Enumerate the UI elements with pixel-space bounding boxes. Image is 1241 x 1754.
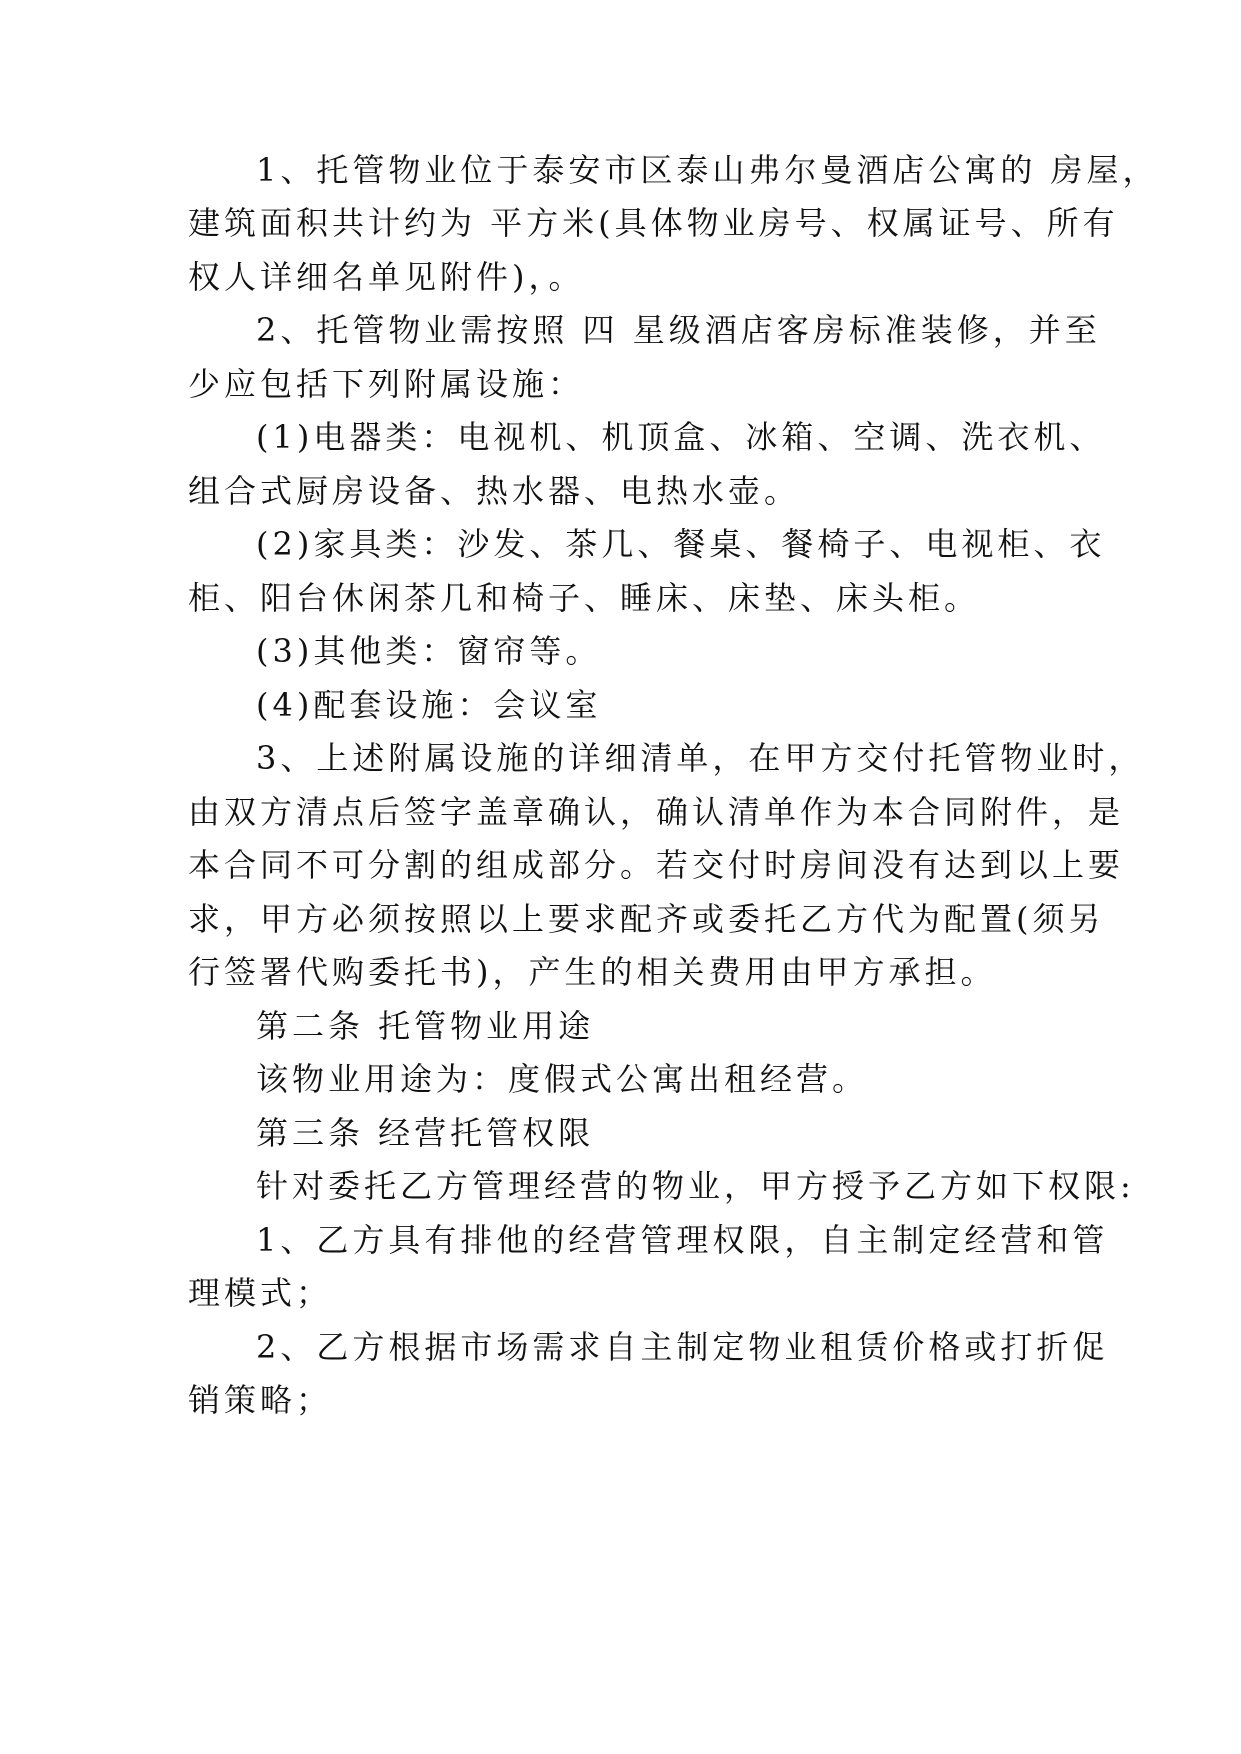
paragraph-line: 1、托管物业位于泰安市区泰山弗尔曼酒店公寓的 房屋， <box>256 151 1159 189</box>
section-heading: 第三条 经营托管权限 <box>256 1114 595 1152</box>
paragraph-line: 3、上述附属设施的详细清单，在甲方交付托管物业时， <box>256 739 1145 777</box>
paragraph-line: 建筑面积共计约为 平方米(具体物业房号、权属证号、所有 <box>188 204 1119 242</box>
paragraph-line: 由双方清点后签字盖章确认，确认清单作为本合同附件，是 <box>188 793 1125 831</box>
paragraph-line: 少应包括下列附属设施： <box>188 365 585 403</box>
paragraph-line: 柜、阳台休闲茶几和椅子、睡床、床垫、床头柜。 <box>188 579 981 617</box>
paragraph-line: 本合同不可分割的组成部分。若交付时房间没有达到以上要 <box>188 846 1125 884</box>
paragraph-line: 理模式； <box>188 1274 333 1312</box>
paragraph-line: 针对委托乙方管理经营的物业，甲方授予乙方如下权限: <box>256 1167 1135 1205</box>
paragraph-line: 1、乙方具有排他的经营管理权限，自主制定经营和管 <box>256 1221 1109 1259</box>
paragraph-line: 2、乙方根据市场需求自主制定物业租赁价格或打折促 <box>256 1328 1109 1366</box>
paragraph-line: 行签署代购委托书)，产生的相关费用由甲方承担。 <box>188 953 997 991</box>
paragraph-line: 该物业用途为：度假式公寓出租经营。 <box>256 1060 869 1098</box>
paragraph-line: 2、托管物业需按照 四 星级酒店客房标准装修，并至 <box>256 311 1101 349</box>
paragraph-line: 求，甲方必须按照以上要求配齐或委托乙方代为配置(须另 <box>188 900 1105 938</box>
paragraph-line: (3)其他类：窗帘等。 <box>256 632 602 670</box>
paragraph-line: (1)电器类：电视机、机顶盒、冰箱、空调、洗衣机、 <box>256 418 1106 456</box>
paragraph-line: 权人详细名单见附件)，。 <box>188 258 585 296</box>
paragraph-line: (4)配套设施：会议室 <box>256 686 602 724</box>
paragraph-line: 组合式厨房设备、热水器、电热水壶。 <box>188 472 801 510</box>
section-heading: 第二条 托管物业用途 <box>256 1007 595 1045</box>
paragraph-line: 销策略； <box>188 1381 333 1419</box>
paragraph-line: (2)家具类：沙发、茶几、餐桌、餐椅子、电视柜、衣 <box>256 525 1106 563</box>
